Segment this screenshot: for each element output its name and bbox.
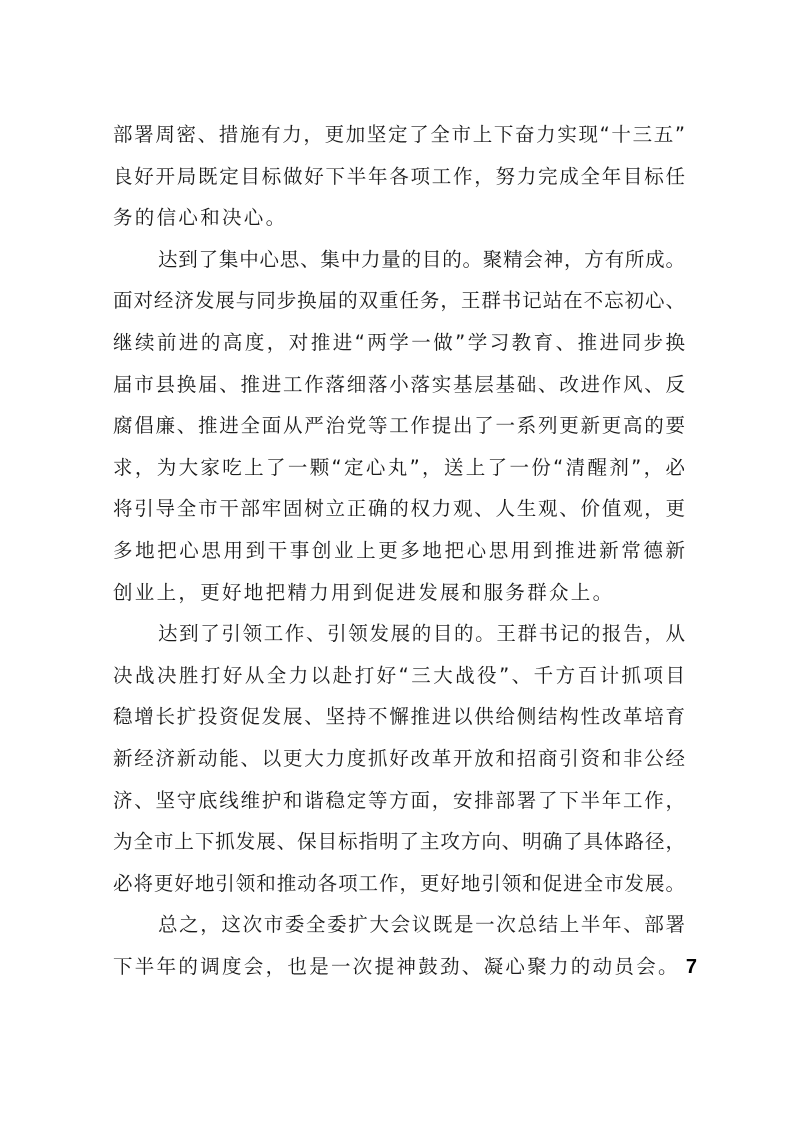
- page-number: 7: [685, 955, 700, 978]
- text-line: 新经济新动能、以更大力度抓好改革开放和招商引资和非公经: [113, 746, 685, 770]
- text-line: 部署周密、措施有力，更加坚定了全市上下奋力实现“十三五”: [113, 123, 685, 146]
- text-line: 达到了集中心思、集中力量的目的。聚精会神，方有所成。: [158, 247, 685, 271]
- text-line: 创业上，更好地把精力用到促进发展和服务群众上。: [113, 580, 615, 604]
- text-line: 届市县换届、推进工作落细落小落实基层基础、改进作风、反: [113, 372, 685, 396]
- text-line: 务的信心和决心。: [113, 206, 288, 230]
- paragraph-3: [113, 613, 685, 904]
- document-body: [113, 114, 700, 987]
- paragraph-2: [113, 239, 685, 613]
- text-line: 济、坚守底线维护和谐稳定等方面，安排部署了下半年工作，: [113, 788, 685, 812]
- paragraph-4: [113, 904, 700, 987]
- text-line: 将引导全市干部牢固树立正确的权力观、人生观、价值观，更: [113, 497, 685, 521]
- paragraph-1: [113, 114, 685, 239]
- text-line: 决战决胜打好从全力以赴打好“三大战役”、千方百计抓项目: [113, 663, 685, 687]
- text-line: 稳增长扩投资促发展、坚持不懈推进以供给侧结构性改革培育: [113, 705, 685, 729]
- text-line: 面对经济发展与同步换届的双重任务，王群书记站在不忘初心、: [113, 289, 685, 313]
- text-line: 总之，这次市委全委扩大会议既是一次总结上半年、部署: [158, 913, 685, 937]
- text-line: 达到了引领工作、引领发展的目的。王群书记的报告，从: [158, 622, 685, 646]
- text-line: [113, 946, 700, 988]
- text-line: 求，为大家吃上了一颗“定心丸”，送上了一份“清醒剂”，必: [113, 455, 685, 479]
- text-line: 继续前进的高度，对推进“两学一做”学习教育、推进同步换: [113, 330, 685, 354]
- text-line-content: 下半年的调度会，也是一次提神鼓劲、凝心聚力的动员会。: [113, 954, 680, 978]
- text-line: 腐倡廉、推进全面从严治党等工作提出了一系列更新更高的要: [113, 414, 685, 438]
- text-line: 必将更好地引领和推动各项工作，更好地引领和促进全市发展。: [113, 871, 685, 895]
- text-line: 多地把心思用到干事创业上更多地把心思用到推进新常德新: [113, 538, 685, 562]
- text-line: 为全市上下抓发展、保目标指明了主攻方向、明确了具体路径，: [113, 830, 685, 854]
- text-line: 良好开局既定目标做好下半年各项工作，努力完成全年目标任: [113, 164, 685, 188]
